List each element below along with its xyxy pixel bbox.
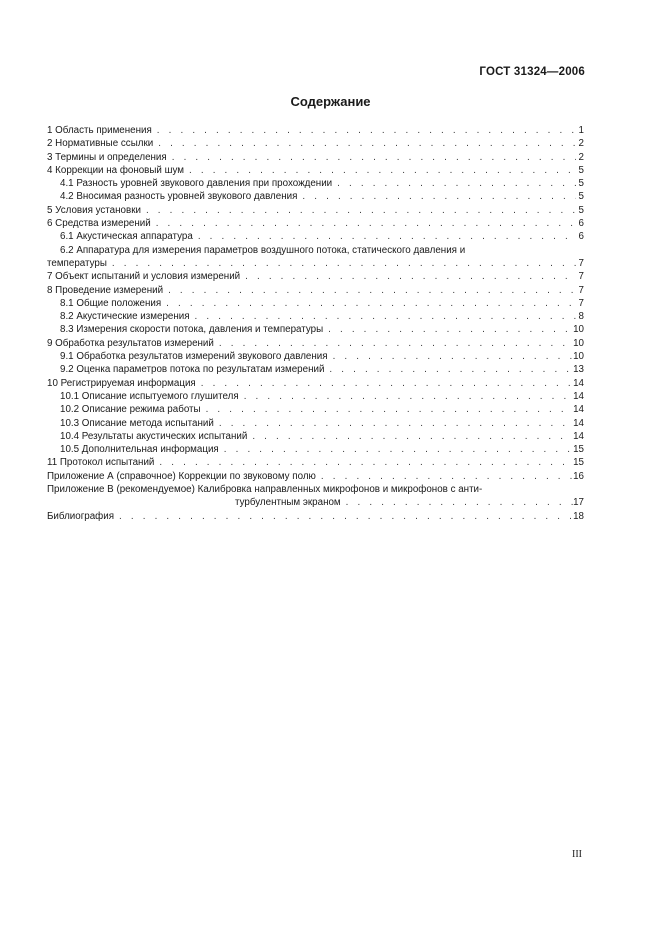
- toc-entry-text: Приложение А (справочное) Коррекции по звуковому полю: [47, 470, 316, 482]
- toc-entry-page: 2: [578, 151, 584, 163]
- leader-dots: [152, 124, 576, 137]
- toc-entry[interactable]: [47, 337, 584, 350]
- toc-entry-text: 1 Область применения: [47, 125, 152, 136]
- leader-dots: [240, 270, 576, 283]
- leader-dots: [316, 470, 573, 483]
- toc-entry-page: 10: [573, 324, 584, 336]
- toc-entry-page: 17: [573, 497, 584, 509]
- toc-entry[interactable]: [47, 456, 584, 469]
- toc-entry-page: 7: [578, 257, 584, 269]
- toc-entry-page: 14: [573, 430, 584, 442]
- toc-entry[interactable]: [47, 164, 584, 177]
- leader-dots: [107, 257, 576, 270]
- toc-subentry[interactable]: [47, 297, 584, 310]
- document-code: ГОСТ 31324—2006: [479, 66, 585, 78]
- toc-entry-page: 5: [578, 164, 584, 176]
- leader-dots: [332, 177, 576, 190]
- toc-entry-text: 6.1 Акустическая аппаратура: [60, 231, 193, 243]
- leader-dots: [141, 204, 576, 217]
- toc-subentry[interactable]: [47, 177, 584, 190]
- leader-dots: [341, 496, 573, 509]
- toc-entry-page: 7: [578, 271, 584, 283]
- leader-dots: [153, 137, 576, 150]
- toc-entry-text: 10.2 Описание режима работы: [60, 404, 201, 416]
- toc-entry-text: 6 Средства измерений: [47, 218, 151, 230]
- toc-entry-text: 10.1 Описание испытуемого глушителя: [60, 390, 239, 402]
- toc-subentry[interactable]: [47, 403, 584, 416]
- toc-entry-text: 8 Проведение измерений: [47, 284, 164, 296]
- toc-entry-text: 8.3 Измерения скорости потока, давления и температуры: [60, 324, 324, 336]
- toc-entry-text: 10 Регистрируемая информация: [47, 377, 196, 389]
- toc-entry-page: 14: [573, 417, 584, 429]
- toc-subentry[interactable]: [47, 363, 584, 376]
- toc-entry-text: 2 Нормативные ссылки: [47, 138, 154, 150]
- leader-dots: [214, 337, 573, 350]
- toc-entry-page: 15: [573, 457, 584, 469]
- toc-entry-page: 7: [578, 297, 584, 309]
- toc-entry-text: 9.1 Обработка результатов измерений звукового давления: [60, 351, 328, 363]
- leader-dots: [239, 390, 573, 403]
- leader-dots: [196, 377, 573, 390]
- toc-entry-text: 3 Термины и определения: [47, 151, 167, 163]
- toc-entry[interactable]: [47, 124, 584, 137]
- leader-dots: [328, 350, 574, 363]
- toc-entry-text: 9.2 Оценка параметров потока по результатам измерений: [60, 364, 325, 376]
- toc-entry-text: 4.2 Вносимая разность уровней звукового давления: [60, 191, 298, 203]
- toc-subentry[interactable]: [47, 443, 584, 456]
- toc-bibliography-entry[interactable]: [47, 510, 584, 523]
- toc-entry-page: 7: [578, 284, 584, 296]
- leader-dots: [297, 190, 576, 203]
- leader-dots: [154, 456, 573, 469]
- toc-entry[interactable]: [47, 204, 584, 217]
- toc-appendix-continuation[interactable]: [47, 496, 584, 509]
- toc-entry-page: 18: [573, 510, 584, 522]
- leader-dots: [193, 230, 576, 243]
- toc-entry-page: 10: [573, 351, 584, 363]
- leader-dots: [201, 403, 574, 416]
- toc-entry[interactable]: [47, 270, 584, 283]
- toc-entry-text: 10.5 Дополнительная информация: [60, 444, 219, 456]
- toc-entry-text: 8.2 Акустические измерения: [60, 311, 190, 323]
- toc-entry-page: 8: [578, 311, 584, 323]
- leader-dots: [167, 151, 576, 164]
- toc-entry-text: турбулентным экраном: [235, 497, 341, 509]
- leader-dots: [324, 363, 573, 376]
- leader-dots: [184, 164, 576, 177]
- toc-entry-page: 6: [578, 218, 584, 230]
- leader-dots: [163, 284, 576, 297]
- toc-subentry[interactable]: [47, 190, 584, 203]
- toc-entry-text: 4 Коррекции на фоновый шум: [47, 164, 185, 176]
- toc-entry-page: 14: [573, 404, 584, 416]
- toc-entry-page: 5: [578, 191, 584, 203]
- leader-dots: [247, 430, 573, 443]
- toc-entry-page: 10: [573, 337, 584, 349]
- toc-entry-text: 7 Объект испытаний и условия измерений: [47, 271, 241, 283]
- toc-entry[interactable]: [47, 151, 584, 164]
- toc-subentry[interactable]: [47, 430, 584, 443]
- toc-entry-text: 11 Протокол испытаний: [47, 457, 155, 469]
- toc-entry[interactable]: [47, 217, 584, 230]
- toc-subentry[interactable]: [47, 310, 584, 323]
- toc-subentry[interactable]: [47, 390, 584, 403]
- leader-dots: [151, 217, 576, 230]
- toc-entry-text: температуры: [47, 257, 107, 269]
- toc-subentry[interactable]: [47, 350, 584, 363]
- toc-entry-page: 15: [573, 444, 584, 456]
- toc-entry-page: 16: [573, 470, 584, 482]
- toc-entry-text: 5 Условия установки: [47, 204, 141, 216]
- leader-dots: [114, 510, 573, 523]
- toc-subentry[interactable]: [47, 417, 584, 430]
- toc-subentry-continuation[interactable]: [47, 257, 584, 270]
- toc-entry-page: 14: [573, 377, 584, 389]
- toc-entry-page: 5: [578, 204, 584, 216]
- toc-entry[interactable]: [47, 284, 584, 297]
- leader-dots: [323, 323, 573, 336]
- toc-subentry-first-line[interactable]: 6.2 Аппаратура для измерения параметров воздушного потока, статического давления и: [60, 244, 466, 256]
- toc-subentry[interactable]: [47, 323, 584, 336]
- toc-entry-page: 13: [573, 364, 584, 376]
- toc-entry-page: 14: [573, 390, 584, 402]
- toc-entry[interactable]: [47, 137, 584, 150]
- toc-appendix-entry[interactable]: [47, 470, 584, 483]
- table-of-contents: [47, 124, 584, 523]
- toc-entry-text: 9 Обработка результатов измерений: [47, 337, 214, 349]
- toc-entry-text: 10.4 Результаты акустических испытаний: [60, 430, 248, 442]
- toc-title: Содержание: [290, 94, 371, 109]
- leader-dots: [214, 417, 573, 430]
- toc-entry-text: 10.3 Описание метода испытаний: [60, 417, 214, 429]
- toc-entry-text: 4.1 Разность уровней звукового давления при прохождении: [60, 178, 333, 190]
- leader-dots: [161, 297, 576, 310]
- toc-entry-page: 2: [578, 138, 584, 150]
- leader-dots: [190, 310, 576, 323]
- toc-appendix-first-line[interactable]: Приложение В (рекомендуемое) Калибровка направленных микрофонов и микрофонов с анти-: [47, 484, 483, 496]
- page-number: III: [572, 849, 582, 860]
- toc-entry-text: Библиография: [47, 510, 115, 522]
- toc-subentry[interactable]: [47, 230, 584, 243]
- toc-entry-page: 1: [578, 125, 584, 136]
- toc-entry[interactable]: [47, 377, 584, 390]
- leader-dots: [219, 443, 573, 456]
- toc-entry-page: 6: [578, 231, 584, 243]
- toc-entry-text: 8.1 Общие положения: [60, 297, 162, 309]
- toc-entry-page: 5: [578, 178, 584, 190]
